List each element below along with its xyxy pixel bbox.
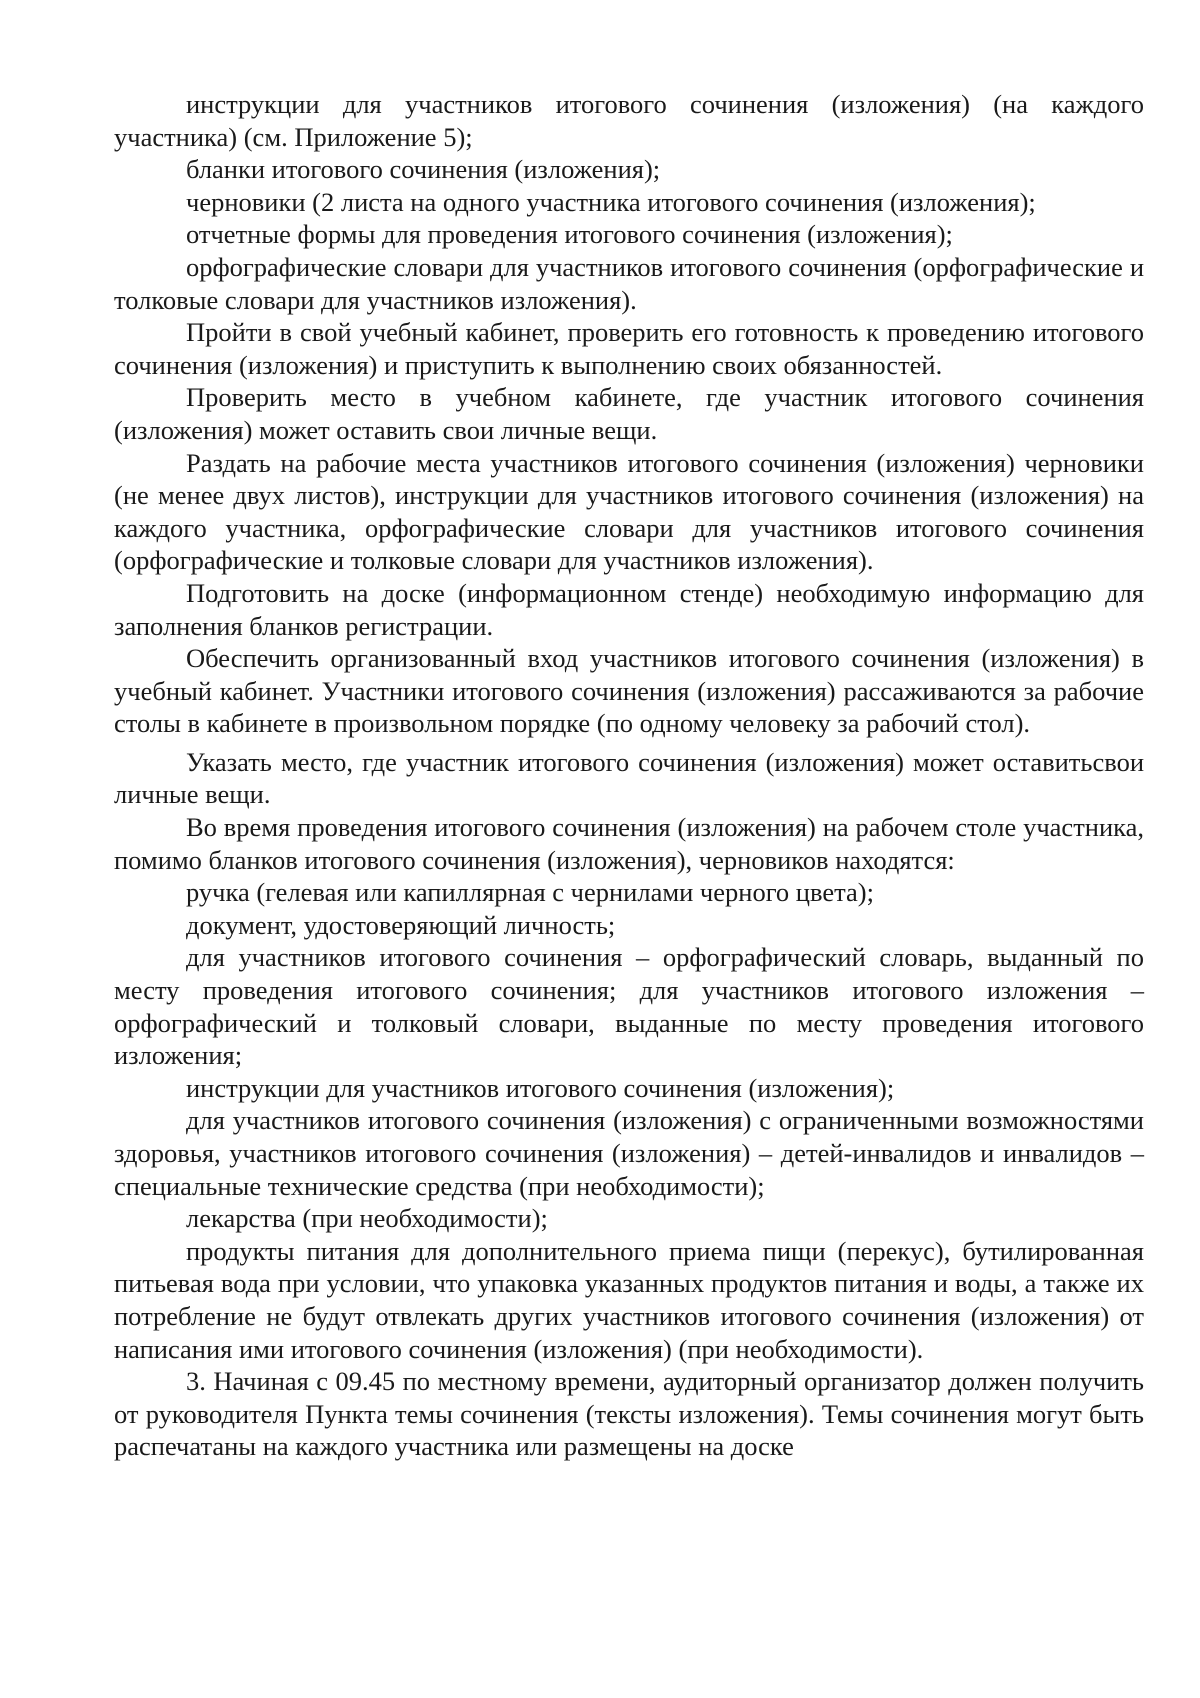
- paragraph-organized-entry: Обеспечить организованный вход участников итогового сочинения (изложения) в учебный кабинет. Участники итогового сочинения (изложения) рассаживаются за рабочие столы в кабинете в произвольном порядке (по одному человеку за рабочий стол).: [114, 643, 1144, 739]
- paragraph-forms-item: бланки итогового сочинения (изложения);: [186, 154, 661, 185]
- paragraph-pen-item: ручка (гелевая или капиллярная с чернилами черного цвета);: [186, 877, 874, 908]
- paragraph-food-item: продукты питания для дополнительного приема пищи (перекус), бутилированная питьевая вода при условии, что упаковка указанных продуктов питания и воды, а также их потребление не будут отвлекать других участников итогового сочинения (изложения) от написания ими итогового сочинения (изложения) (при необходимости).: [114, 1235, 1144, 1364]
- paragraph-dictionaries-item: орфографические словари для участников итогового сочинения (орфографические и толковые словари для участников изложения).: [114, 251, 1144, 315]
- paragraph-id-document-item: документ, удостоверяющий личность;: [186, 909, 616, 940]
- paragraph-check-belongings-place: Проверить место в учебном кабинете, где участник итогового сочинения (изложения) может оставить свои личные вещи.: [114, 382, 1144, 445]
- paragraph-step-3: 3. Начиная с 09.45 по местному времени, аудиторный организатор должен получить от руководителя Пункта темы сочинения (тексты изложения). Темы сочинения могут быть распечатаны на каждого участника или размещены на доске: [114, 1366, 1144, 1462]
- paragraph-indicate-belongings-place: Указать место, где участник итогового сочинения (изложения) может оставитьсвои личные вещи.: [114, 746, 1144, 810]
- paragraph-distribute-materials: Раздать на рабочие места участников итогового сочинения (изложения) черновики (не менее двух листов), инструкции для участников итогового сочинения (изложения) на каждого участника, орфографические словари для участников итогового сочинения (орфографические и толковые словари для участников изложения).: [114, 447, 1144, 576]
- paragraph-special-means-item: для участников итогового сочинения (изложения) с ограниченными возможностями здоровья, участников итогового сочинения (изложения) – детей-инвалидов и инвалидов – специальные технические средства (при необходимости);: [114, 1105, 1144, 1201]
- paragraph-dictionary-item: для участников итогового сочинения – орфографический словарь, выданный по месту проведения итогового сочинения; для участников итогового изложения – орфографический и толковый словари, выданные по месту проведения итогового изложения;: [114, 942, 1144, 1071]
- paragraph-instructions-item: инструкции для участников итогового сочинения (изложения) (на каждого участника) (см. Приложение 5);: [114, 89, 1144, 152]
- paragraph-go-to-classroom: Пройти в свой учебный кабинет, проверить его готовность к проведению итогового сочинения (изложения) и приступить к выполнению своих обязанностей.: [114, 317, 1144, 380]
- paragraph-medicine-item: лекарства (при необходимости);: [186, 1203, 548, 1234]
- paragraph-prepare-board: Подготовить на доске (информационном стенде) необходимую информацию для заполнения бланков регистрации.: [114, 577, 1144, 641]
- paragraph-report-forms-item: отчетные формы для проведения итогового сочинения (изложения);: [186, 219, 953, 250]
- paragraph-drafts-item: черновики (2 листа на одного участника итогового сочинения (изложения);: [186, 186, 1036, 217]
- paragraph-instructions-desk-item: инструкции для участников итогового сочинения (изложения);: [186, 1072, 895, 1103]
- paragraph-desk-items-intro: Во время проведения итогового сочинения (изложения) на рабочем столе участника, помимо бланков итогового сочинения (изложения), черновиков находятся:: [114, 812, 1144, 875]
- document-body: [114, 88, 1144, 1463]
